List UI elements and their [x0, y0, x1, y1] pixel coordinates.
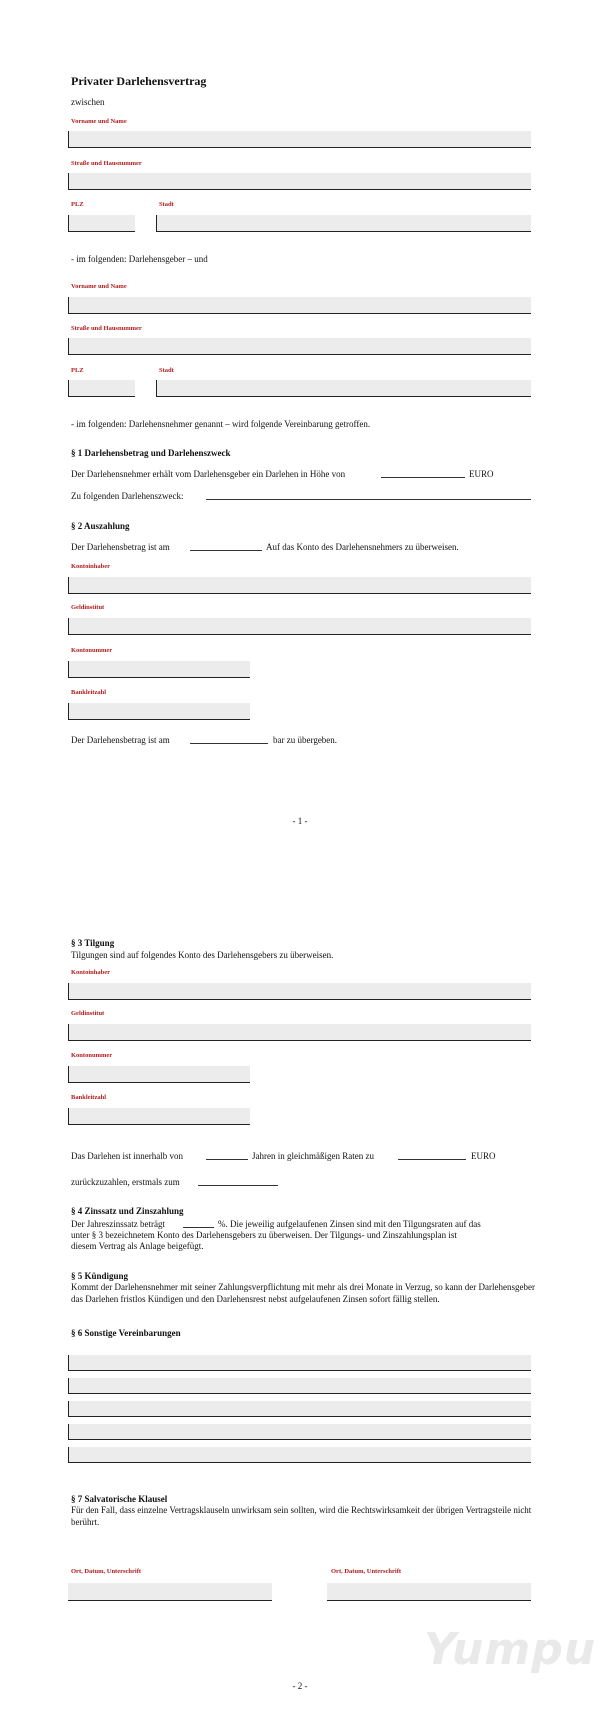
other-agreements-line[interactable] — [68, 1447, 531, 1463]
repayment-years-text: Das Darlehen ist innerhalb von — [71, 1151, 183, 1161]
s2-account-holder-field[interactable] — [68, 577, 531, 594]
lender-city-label: Stadt — [159, 201, 174, 208]
s2-bank-code-label: Bankleitzahl — [71, 689, 107, 696]
zwischen-text: zwischen — [71, 97, 105, 107]
repayment-years-field[interactable] — [206, 1150, 248, 1160]
borrower-signature-field[interactable] — [327, 1583, 531, 1601]
payout-date-text: Der Darlehensbetrag ist am — [71, 542, 170, 552]
lender-street-label: Straße und Hausnummer — [71, 160, 142, 167]
section-5-heading: § 5 Kündigung — [71, 1271, 129, 1281]
cash-handover-text: bar zu übergeben. — [273, 735, 338, 745]
interest-text-line3: diesem Vertrag als Anlage beigefügt. — [71, 1241, 204, 1251]
document-title: Privater Darlehensvertrag — [71, 74, 207, 88]
section-6-heading: § 6 Sonstige Vereinbarungen — [71, 1328, 181, 1338]
first-repayment-date-field[interactable] — [198, 1176, 278, 1186]
lender-signature-field[interactable] — [68, 1583, 272, 1601]
lender-street-field[interactable] — [68, 173, 531, 190]
first-repayment-text: zurückzuzahlen, erstmals zum — [71, 1177, 180, 1187]
s2-bank-field[interactable] — [68, 618, 531, 635]
interest-rate-field[interactable] — [183, 1218, 214, 1228]
section-2-heading: § 2 Auszahlung — [71, 521, 130, 531]
section-7-heading: § 7 Salvatorische Klausel — [71, 1494, 168, 1504]
s2-bank-code-field[interactable] — [68, 703, 250, 720]
repayment-currency: EURO — [471, 1151, 496, 1161]
loan-purpose-field[interactable] — [206, 490, 531, 500]
borrower-name-field[interactable] — [68, 297, 531, 314]
severability-text: Für den Fall, dass einzelne Vertragsklauseln unwirksam sein sollten, wird die Rechtswirksamkeit der übrigen Vertragsteile nicht berührt. — [71, 1505, 532, 1527]
s2-account-holder-label: Kontoinhaber — [71, 563, 111, 570]
cash-date-text: Der Darlehensbetrag ist am — [71, 735, 170, 745]
s2-bank-label: Geldinstitut — [71, 604, 105, 611]
section-1-heading: § 1 Darlehensbetrag und Darlehenszweck — [71, 448, 231, 458]
borrower-signature-label: Ort, Datum, Unterschrift — [331, 1568, 402, 1575]
other-agreements-line[interactable] — [68, 1355, 531, 1371]
borrower-name-label: Vorname und Name — [71, 283, 127, 290]
s3-bank-label: Geldinstitut — [71, 1010, 105, 1017]
borrower-street-field[interactable] — [68, 338, 531, 355]
lender-name-field[interactable] — [68, 131, 531, 148]
s3-bank-code-field[interactable] — [68, 1108, 250, 1125]
payout-transfer-text: Auf das Konto des Darlehensnehmers zu überweisen. — [266, 542, 459, 552]
borrower-plz-label: PLZ — [71, 367, 84, 374]
termination-text: Kommt der Darlehensnehmer mit seiner Zahlungsverpflichtung mit mehr als drei Monate in Verzug, so kann der Darlehensgeber das Darlehen fristlos Kündigen und den Darlehensrest nebst aufgelaufenen Zinsen sofort fällig stellen. — [71, 1282, 535, 1304]
other-agreements-line[interactable] — [68, 1378, 531, 1394]
loan-amount-field[interactable] — [381, 468, 465, 478]
lender-signature-label: Ort, Datum, Unterschrift — [71, 1568, 142, 1575]
interest-text-line1: %. Die jeweilig aufgelaufenen Zinsen sind mit den Tilgungsraten auf das — [218, 1219, 481, 1229]
s3-account-number-field[interactable] — [68, 1066, 250, 1083]
lender-plz-field[interactable] — [68, 215, 135, 232]
page-number-1: - 1 - — [292, 816, 308, 826]
section-3-heading: § 3 Tilgung — [71, 938, 115, 948]
s3-account-number-label: Kontonummer — [71, 1052, 113, 1059]
loan-purpose-text: Zu folgenden Darlehenszweck: — [71, 491, 184, 501]
s2-account-number-label: Kontonummer — [71, 647, 113, 654]
borrower-note: - im folgenden: Darlehensnehmer genannt – wird folgende Vereinbarung getroffen. — [71, 419, 371, 429]
cash-date-field[interactable] — [190, 734, 268, 744]
loan-amount-text: Der Darlehensnehmer erhält vom Darlehensgeber ein Darlehen in Höhe von — [71, 469, 346, 479]
lender-plz-label: PLZ — [71, 201, 84, 208]
lender-note: - im folgenden: Darlehensgeber – und — [71, 254, 208, 264]
borrower-plz-field[interactable] — [68, 380, 135, 397]
interest-text-line2: unter § 3 bezeichnetem Konto des Darlehensgebers zu überweisen. Der Tilgungs- und Zinszahlungsplan ist — [71, 1230, 457, 1240]
repayment-rates-text: Jahren in gleichmäßigen Raten zu — [252, 1151, 374, 1161]
s2-account-number-field[interactable] — [68, 661, 250, 678]
yumpu-watermark: Yumpu — [424, 1624, 597, 1675]
s3-account-holder-field[interactable] — [68, 983, 531, 1000]
other-agreements-line[interactable] — [68, 1401, 531, 1417]
s3-account-holder-label: Kontoinhaber — [71, 969, 111, 976]
s3-bank-code-label: Bankleitzahl — [71, 1094, 107, 1101]
interest-rate-text: Der Jahreszinssatz beträgt — [71, 1219, 165, 1229]
other-agreements-line[interactable] — [68, 1424, 531, 1440]
borrower-city-field[interactable] — [156, 380, 531, 397]
section-4-heading: § 4 Zinssatz und Zinszahlung — [71, 1206, 184, 1216]
borrower-street-label: Straße und Hausnummer — [71, 325, 142, 332]
repayment-rate-amount-field[interactable] — [398, 1150, 466, 1160]
s3-bank-field[interactable] — [68, 1024, 531, 1041]
borrower-city-label: Stadt — [159, 367, 174, 374]
loan-currency: EURO — [469, 469, 494, 479]
page-number-2: - 2 - — [292, 1681, 308, 1691]
lender-name-label: Vorname und Name — [71, 118, 127, 125]
payout-date-field[interactable] — [190, 541, 262, 551]
lender-city-field[interactable] — [156, 215, 531, 232]
repayment-account-text: Tilgungen sind auf folgendes Konto des Darlehensgebers zu überweisen. — [71, 950, 334, 960]
